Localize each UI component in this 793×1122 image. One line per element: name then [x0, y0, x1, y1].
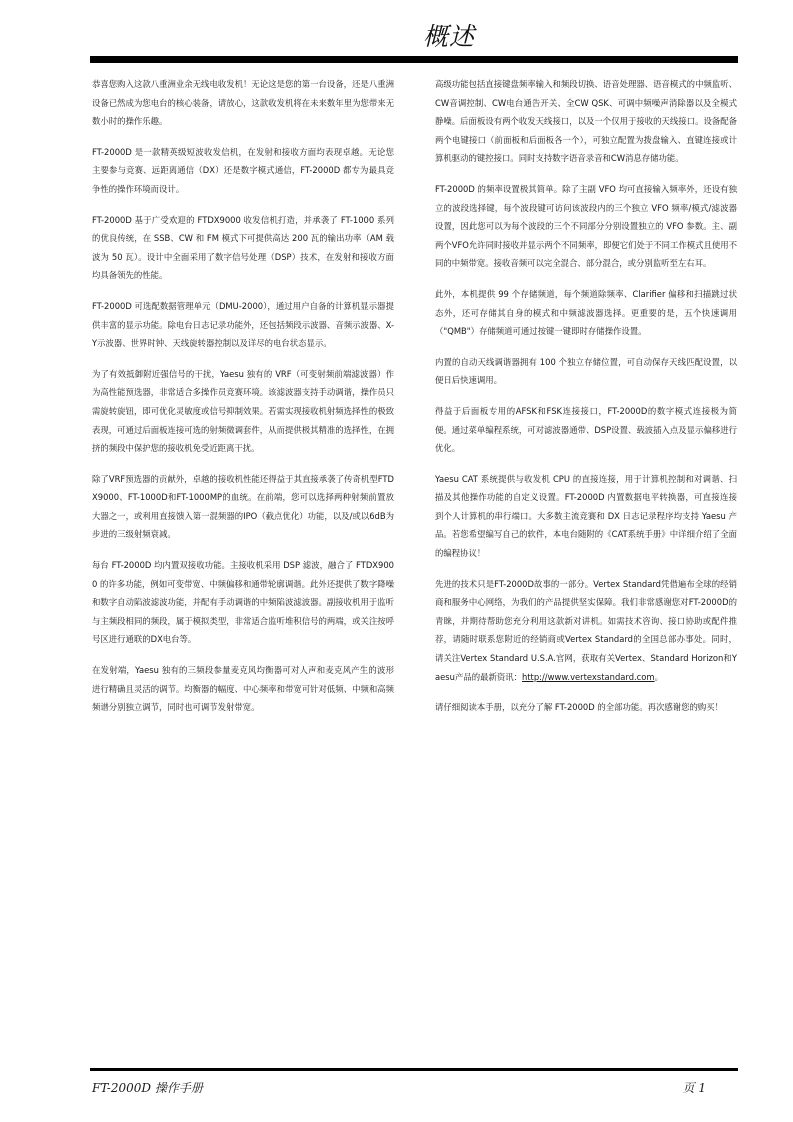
paragraph: 在发射端，Yaesu 独有的三频段参量麦克风均衡器可对人声和麦克风产生的波形进行精确且灵活的调节。均衡器的幅度、中心频率和带宽可针对低频、中频和高频频谱分别独立调节，同时也可调节发射带宽。 — [92, 665, 394, 713]
paragraph: 高级功能包括直接键盘频率输入和频段切换、语音处理器、语音模式的中频监听、CW音调控制、CW电台通告开关、全CW QSK、可调中频噪声消除器以及全模式静噪。后面板设有两个收发天线接口，以及一个仅用于接收的天线接口。设备配备两个电键接口（前面板和后面板各一个），可独立配置为拨盘输入、直键连接或计算机驱动的键控接口。同时支持数字语音录音和CW消息存储功能。 — [435, 79, 737, 164]
paragraph-text: 先进的技术只是FT-2000D故事的一部分。Vertex Standard凭借遍布全球的经销商和服务中心网络，为我们的产品提供坚实保障。我们非常感谢您对FT-2000D的青睐，并期待帮助您充分利用这款新对讲机。如需技术咨询、接口协助或配件推荐，请随时联系您附近的经销商或Vertex Standard的全国总部办事处。同时，请关注Vertex Standard U.S.A.官网，获取有关Vertex、Standard Horizon和Yaesu产品的最新资讯： — [435, 578, 737, 682]
paragraph: 除了VRF预选器的贡献外，卓越的接收机性能还得益于其直接承袭了传奇机型FTDX9000、FT-1000D和FT-1000MP的血统。在前端，您可以选择两种射频前置放大器之一，或利用直接馈入第一混频器的IPO（截点优化）功能，以及/或以6dB为步进的三级射频衰减。 — [92, 473, 394, 540]
left-column — [92, 75, 394, 729]
paragraph-with-link: 先进的技术只是FT-2000D故事的一部分。Vertex Standard凭借遍布全球的经销商和服务中心网络，为我们的产品提供坚实保障。我们非常感谢您对FT-2000D的青睐，并期待帮助您充分利用这款新对讲机。如需技术咨询、接口协助或配件推荐，请随时联系您附近的经销商或Vertex Standard的全国总部办事处。同时，请关注Vertex Standard U.S.A.官网，获取有关Vertex、Standard Horizon和Yaesu产品的最新资讯：http://www.vertexstandard.com。 — [435, 578, 737, 682]
right-column — [435, 75, 737, 729]
footer-rule — [90, 1068, 738, 1071]
paragraph: 此外，本机提供 99 个存储频道，每个频道除频率、Clarifier 偏移和扫描跳过状态外，还可存储其自身的模式和中频滤波器选择。更重要的是，五个快速调用（"QMB"）存储频道可通过按键一键即时存储操作设置。 — [435, 288, 737, 337]
paragraph: 每台 FT-2000D 均内置双接收功能。主接收机采用 DSP 滤波，融合了 FTDX9000 的许多功能，例如可变带宽、中频偏移和通带轮廓调谐。此外还提供了数字降噪和数字自动陷波滤波功能，并配有手动调谐的中频陷波滤波器。副接收机用于监听与主频段相同的频段，属于模拟类型，非常适合监听堆积信号的两端，或关注按呼号区进行通联的DX电台等。 — [92, 560, 394, 645]
paragraph: 请仔细阅读本手册，以充分了解 FT-2000D 的全部功能。再次感谢您的购买！ — [435, 702, 723, 713]
page-title: 概述 — [422, 22, 475, 51]
paragraph: 内置的自动天线调谐器拥有 100 个独立存储位置，可自动保存天线匹配设置，以便日后快速调用。 — [435, 356, 737, 386]
header-rule — [90, 56, 738, 63]
page-number: 页 1 — [682, 1081, 706, 1095]
paragraph: FT-2000D 的频率设置极其简单。除了主副 VFO 均可直接输入频率外，还设有独立的波段选择键，每个波段键可访问该波段内的三个独立 VFO 频率/模式/滤波器设置，因此您可以为每个波段的三个不同部分分别设置独立的 VFO 参数。主、副两个VFO允许同时接收并显示两个不同频率，即便它们处于不同工作模式且使用不同的中频带宽。接收音频可以完全混合、部分混合，或分别监听至左右耳。 — [435, 183, 737, 269]
paragraph: 恭喜您购入这款八重洲业余无线电收发机！无论这是您的第一台设备，还是八重洲设备已然成为您电台的核心装备，请放心，这款收发机将在未来数年里为您带来无数小时的操作乐趣。 — [92, 79, 394, 127]
paragraph: Yaesu CAT 系统提供与收发机 CPU 的直接连接，用于计算机控制和对调谐、扫描及其他操作功能的自定义设置。FT-2000D 内置数据电平转换器，可直接连接到个人计算机的串行端口。大多数主流竞赛和 DX 日志记录程序均支持 Yaesu 产品。若您希望编写自己的软件，本电台随附的《CAT系统手册》中详细介绍了全面的编程协议！ — [435, 473, 737, 559]
paragraph: FT-2000D 可选配数据管理单元（DMU-2000），通过用户自备的计算机显示器提供丰富的显示功能。除电台日志记录功能外，还包括频段示波器、音频示波器、X-Y示波器、世界时钟、天线旋转器控制以及详尽的电台状态显示。 — [92, 300, 394, 349]
paragraph: 为了有效抵御附近强信号的干扰，Yaesu 独有的 VRF（可变射频前端滤波器）作为高性能预选器，非常适合多操作员竞赛环境。该滤波器支持手动调谐，操作员只需旋转旋钮，即可优化灵敏度或信号抑制效果。若需实现接收机射频选择性的极致表现，可通过后面板连接可选的射频微调套件，从而提供极其精准的选择性，在拥挤的频段中保护您的接收机免受近距离干扰。 — [92, 368, 394, 454]
paragraph: 得益于后面板专用的AFSK和FSK连接接口，FT-2000D的数字模式连接极为简便。通过菜单编程系统，可对滤波器通带、DSP设置、载波插入点及显示偏移进行优化。 — [435, 405, 737, 454]
footer-manual-title: FT-2000D 操作手册 — [92, 1081, 203, 1095]
paragraph: FT-2000D 基于广受欢迎的 FTDX9000 收发信机打造，并承袭了 FT-1000 系列的优良传统，在 SSB、CW 和 FM 模式下可提供高达 200 瓦的输出功率（AM 载波为 50 瓦）。设计中全面采用了数字信号处理（DSP）技术，在发射和接收方面均具备领先的性能。 — [92, 214, 394, 281]
website-link[interactable]: http://www.vertexstandard.com — [521, 671, 655, 682]
paragraph: FT-2000D 是一款精英级短波收发信机，在发射和接收方面均表现卓越。无论您主要参与竞赛、远距离通信（DX）还是数字模式通信，FT-2000D 都专为最具竞争性的操作环境而设计。 — [92, 146, 394, 194]
